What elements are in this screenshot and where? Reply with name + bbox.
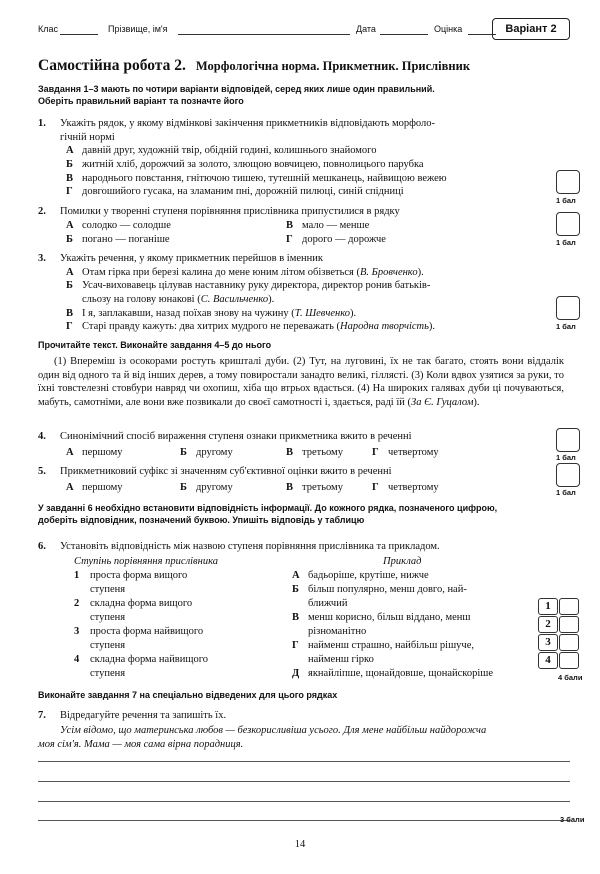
option-b[interactable]: Б житній хліб, дорожчий за золото, злющою вовчицею, повнолицього парубка (66, 158, 424, 170)
date-label: Дата (356, 24, 376, 34)
answer-line[interactable] (38, 801, 570, 802)
right-column (292, 569, 532, 681)
left-item: 2 складна форма вищого ступеня (74, 598, 193, 623)
left-column (74, 569, 208, 681)
title-sub: Морфологічна норма. Прикметник. Прислівник (195, 59, 471, 73)
answer-box-1[interactable] (556, 170, 580, 194)
question-7: 7. Відредагуйте речення та запишіть їх. (38, 710, 227, 721)
right-item: В менш корисно, більш віддано, менш різноманітно (292, 612, 471, 637)
option-g[interactable]: Г довгошийого гусака, на зламаним пні, дорожній пилюці, синій спідниці (66, 186, 404, 198)
option-b-cont: сльозу на голову юнакові (С. Васильченко). (82, 293, 275, 305)
answer-grid-6 (538, 598, 580, 670)
score-4: 1 бал (556, 453, 576, 462)
question-3: 3. Укажіть речення, у якому прикметник перейшов в іменник А Отам гірка при березі калина до мене юним літом обізветься (В. Бровченко). Б Усач-виховавець цілував наставнику руку директора, директор ронив батьків- сльозу на голову юнакові (С. Васильченко). В І я, заплакавши, назад поїхав знову на чужину (Т. Шевченко). Г Старі правду кажуть: два хитрих мудрого не переважать (Народна творчість). (38, 253, 436, 333)
right-item: А бадьоріше, крутіше, нижче (292, 570, 429, 581)
option-a[interactable]: А давній друг, художній твір, обідній годині, колишнього знайомого (66, 145, 377, 157)
left-item: 3 проста форма найвищого ступеня (74, 626, 204, 651)
page-title (38, 56, 470, 76)
question-text: Установіть відповідність між назвою ступеня порівняння прислівника та прикладом. (60, 541, 440, 552)
option-v[interactable]: В І я, заплакавши, назад поїхав знову на чужину (Т. Шевченко). (66, 307, 357, 319)
question-5: 5. Прикметниковий суфікс зі значенням суб'єктивної оцінки вжито в реченні А першому Б другому В третьому Г четвертому (38, 466, 439, 493)
score-2: 1 бал (556, 238, 576, 247)
grid-cell[interactable] (559, 634, 579, 651)
left-item: 4 складна форма найвищого ступеня (74, 654, 209, 679)
option-a[interactable]: А першому (66, 481, 123, 493)
grid-cell[interactable] (559, 616, 579, 633)
right-item: Г найменш страшно, найбільш рішуче, найменш гірко (292, 640, 474, 665)
header (38, 16, 570, 40)
score-3: 1 бал (556, 322, 576, 331)
question-number: 1. (38, 118, 46, 129)
option-v[interactable]: В народнього повстання, гнітючою тишею, тутешній мешканець, найвищою вежею (66, 172, 447, 184)
left-column-heading: Ступінь порівняння прислівника (74, 556, 218, 567)
question-text: Укажіть речення, у якому прикметник перейшов в іменник (60, 253, 323, 264)
title-main: Самостійна робота 2. (38, 57, 186, 74)
question-text: Відредагуйте речення та запишіть їх. (60, 710, 227, 721)
question-text: Помилки у творенні ступеня порівняння прислівника припустилися в рядку (60, 206, 400, 217)
question-1 (38, 117, 447, 199)
question-text: Прикметниковий суфікс зі значенням суб'єктивної оцінки вжито в реченні (60, 466, 392, 477)
name-field[interactable] (178, 34, 350, 35)
grid-number: 2 (538, 616, 558, 633)
answer-line[interactable] (38, 781, 570, 782)
page-number: 14 (294, 839, 306, 850)
instruction-3: У завданні 6 необхідно встановити відповідність інформації. До кожного рядка, позначеного цифрою, доберіть відповідник, позначений буквою. Упишіть відповідь у таблицю (38, 503, 498, 525)
answer-box-4[interactable] (556, 428, 580, 452)
instruction-1 (38, 84, 435, 107)
instruction-line: Оберіть правильний варіант та позначте його (38, 95, 244, 106)
question-text: Синонімічний спосіб вираження ступеня ознаки прикметника вжито в реченні (60, 431, 412, 442)
variant-badge: Варіант 2 (492, 18, 570, 40)
grid-number: 1 (538, 598, 558, 615)
question-text-cont: гічній нормі (60, 131, 115, 143)
instruction-2: Прочитайте текст. Виконайте завдання 4–5 до нього (38, 340, 272, 350)
question-2: 2. Помилки у творенні ступеня порівняння прислівника припустилися в рядку А солодко — солодше В мало — менше Б погано — поганіше Г дорого — дорожче (38, 206, 400, 245)
date-field[interactable] (380, 34, 428, 35)
class-field[interactable] (60, 34, 98, 35)
task-7-text: Усім відомо, що материнська любов — безкорисливіша усього. Для мене найбільш найдорожча моя сім'я. Мама — моя сама вірна порадниця. (38, 725, 487, 750)
reading-text: (1) Впереміш із осокорами ростуть кришталі дуби. (2) Тут, на луговині, їх не так багато, стоять вони віддалік один від одного та й від інших дерев, а тому повиростали занадто великі, гіллясті. (3) Коли вдвох узятися за руки, то їхні товстелезні стовбури навряд чи охопиш, хіба що втрьох вдасться. (4) На широких галявах дуби ці почуваються, мабуть, самотніми, але вони вже позвикали до своєї самотності і, здається, раді їй (За Є. Гуцалом). (38, 356, 564, 408)
answer-box-2[interactable] (556, 212, 580, 236)
option-g[interactable]: Г Старі правду кажуть: два хитрих мудрого не переважать (Народна творчість). (66, 321, 436, 333)
grid-cell[interactable] (559, 652, 579, 669)
question-4: 4. Синонімічний спосіб вираження ступеня ознаки прикметника вжито в реченні А першому Б другому В третьому Г четвертому (38, 431, 439, 458)
question-6: 6. Установіть відповідність між назвою ступеня порівняння прислівника та прикладом. (38, 541, 440, 552)
right-item: Б більш популярно, менш довго, най- ближчий (292, 584, 467, 609)
option-b[interactable]: Б Усач-виховавець цілував наставнику руку директора, директор ронив батьків- (66, 280, 431, 292)
score-7: 3 бали (560, 815, 585, 824)
answer-box-5[interactable] (556, 463, 580, 487)
option-v[interactable]: В третьому (286, 446, 343, 458)
answer-box-3[interactable] (556, 296, 580, 320)
grade-label: Оцінка (434, 24, 463, 34)
instruction-4: Виконайте завдання 7 на спеціально відведених для цього рядках (38, 690, 338, 700)
option-a[interactable]: А першому (66, 446, 123, 458)
option-v[interactable]: В третьому (286, 481, 343, 493)
option-v[interactable]: В мало — менше (286, 219, 370, 231)
option-b[interactable]: Б другому (180, 446, 233, 458)
option-g[interactable]: Г дорого — дорожче (286, 233, 386, 245)
question-text: Укажіть рядок, у якому відмінкові закінчення прикметників відповідають морфоло- (60, 118, 435, 129)
answer-line[interactable] (38, 820, 570, 821)
score-1: 1 бал (556, 196, 576, 205)
answer-line[interactable] (38, 761, 570, 762)
class-label: Клас (38, 24, 58, 34)
score-5: 1 бал (556, 488, 576, 497)
name-label: Прізвище, ім'я (108, 24, 168, 34)
left-item: 1 проста форма вищого ступеня (74, 570, 188, 595)
option-b[interactable]: Б погано — поганіше (66, 233, 170, 245)
instruction-line: Завдання 1–3 мають по чотири варіанти відповідей, серед яких лише один правильний. (38, 84, 435, 94)
option-g[interactable]: Г четвертому (372, 481, 439, 493)
grid-number: 4 (538, 652, 558, 669)
score-6: 4 бали (558, 673, 583, 682)
grid-cell[interactable] (559, 598, 579, 615)
right-item: Д якнайліпше, щонайдовше, щонайскоріше (292, 668, 494, 679)
option-g[interactable]: Г четвертому (372, 446, 439, 458)
option-b[interactable]: Б другому (180, 481, 233, 493)
option-a[interactable]: А солодко — солодше (66, 219, 171, 231)
right-column-heading: Приклад (383, 556, 422, 567)
option-a[interactable]: А Отам гірка при березі калина до мене юним літом обізветься (В. Бровченко). (66, 266, 424, 278)
grid-number: 3 (538, 634, 558, 651)
